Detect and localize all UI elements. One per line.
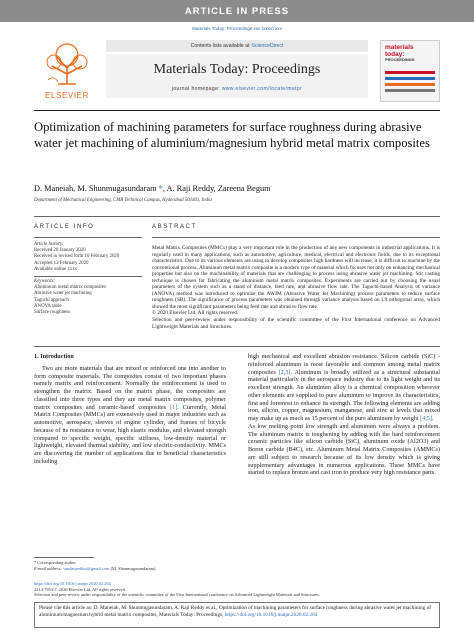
publisher-name: ELSEVIER	[45, 91, 89, 100]
citation-box	[34, 602, 440, 628]
abstract-heading: ABSTRACT	[152, 224, 197, 230]
footnote	[34, 560, 226, 571]
journal-reference-text[interactable]: Materials Today: Proceedings xxx (xxxx) xxx	[191, 26, 283, 31]
bottom-notes	[34, 581, 440, 598]
keyword-item[interactable]: Surface roughness	[34, 310, 70, 316]
introduction-heading: 1. Introduction	[34, 353, 74, 360]
paper-title: Optimization of machining parameters for surface roughness during abrasive water jet machining of aluminium/magnesium hybrid metal matrix composites	[34, 120, 430, 150]
journal-header	[34, 36, 440, 106]
journal-cover-thumbnail[interactable]	[380, 40, 440, 102]
right-text-a: high mechanical and excellent abrasion resistance. Silicon carbide (SiC) - reinforced aluminum is most favorable and common among metal matrix composites	[248, 353, 440, 376]
history-item: Available online xxxx	[34, 266, 78, 272]
citation-doi-link[interactable]: https://doi.org/10.1016/j.matpr.2020.02.264	[224, 611, 318, 618]
keyword-item[interactable]: Abrasive water jet machining	[34, 291, 92, 297]
history-item: Received in revised form 10 February 2020	[34, 254, 120, 260]
keywords-divider	[34, 276, 142, 277]
keyword-item[interactable]: Aluminium metal matrix composites	[34, 285, 106, 291]
bottom-selection-note: Selection and peer-review under responsibility of the scientific committee of the First International conference on Advanced Lightweight Materials and Structures.	[34, 592, 320, 598]
cover-title-line-3: PROCEEDINGS	[385, 57, 415, 62]
author-email-link[interactable]: sundarjeeltho@gmail.com	[63, 565, 110, 571]
authors-part-1[interactable]: D. Maneiah, M. Shunmugasundaram	[34, 184, 157, 193]
article-in-press-banner: ARTICLE IN PRESS	[0, 0, 474, 22]
right-text-b: . Aluminum is broadly utilized as a structural substantial material particularly in the aerospace industry due to its light weight and its excellent strength. An aluminum alloy is a chemical composition wherever other elements are supplied to pure aluminum to improve its characteristics, first and foremost to enhance its strength. The following elements are adding iron, silicon, copper, magnesium, manganese, and zinc at levels that mixed may make up as much as 15 percent of the pure aluminum by weight	[248, 368, 441, 422]
homepage-link[interactable]: www.elsevier.com/locate/matpr	[221, 86, 303, 92]
cover-title-line-2: today:	[385, 50, 405, 58]
cover-title	[385, 45, 415, 62]
journal-title: Materials Today: Proceedings	[153, 62, 321, 77]
homepage-prefix: journal homepage:	[171, 86, 221, 92]
right-text-c: . As low melting point low strength and aluminum were always a problem. The aluminum matrix is toughening by adding with the hard reinforcement ceramic particles like silicon carbide (SiC), aluminum oxide (Al2O3) and Boron carbide (B4C), etc. Aluminum Metal Matrix Composites (AMMCs) are still subject to research because of its low density which is giving supplementary advantages in numerous applications. These MMCs have started to replace bronze and cast iron to produce very high resistance parts.	[248, 415, 440, 477]
abstract-text: Metal Matrix Composites (MMCs) play a very important role in the production of any new components in industrial applications. It is regularly used in many applications, such as automotive, agriculture, medical, electrical and electronic fields, due to its exceptional characteristics. Due to its various elements are using to develop composites high hardness will increase, it is difficult to machine by the conventional process. Aluminum metal matrix composite is a modern type of material which focuses not only on enhancing mechanical properties but also on the machinability of materials that are challenging to process using abrasive water jet machining. Stir casting technique is chosen for fabricating the aluminum metal matrix composites. Experiments are carried out by choosing the usual parameters of the system such as a stand of distance, feed rate, and abrasive flow rate. The Taguchi-based Analysis of variance (ANOVA) method was introduced to optimize the AWJM (Abrasive Water Jet Machining) process parameters to reduce surface roughness (SR). The significance of process parameters was obtained through variance analysis based on L9 orthogonal array, which showed the most significant parameters being feed rate and abrasive flow rate.	[152, 245, 440, 310]
cover-title-line-1: materials	[385, 44, 414, 51]
right-column-text	[248, 353, 440, 477]
right-column	[248, 353, 440, 477]
left-column	[34, 353, 226, 466]
citation-link[interactable]: [4,5]	[420, 415, 433, 422]
introduction-paragraph	[34, 365, 226, 466]
intro-text-a: Two are more materials that are mixed or reinforced one into another to form composite materials. The composites consist of two important phases namely matrix and reinforcement. Normally the reinforcement is used to strengthen the matrix. Based on the matrix phase, the composites are classified into three types and they are metal matrix composites, polymer matrix composites and ceramic-based composites	[34, 364, 226, 411]
keywords-label: Keywords:	[34, 279, 56, 284]
abstract-body	[152, 245, 440, 330]
footnote-corresponding: * Corresponding author.	[34, 560, 77, 565]
history-item: Received 20 January 2020	[34, 248, 86, 254]
header-divider	[34, 110, 440, 111]
footnote-email-suffix: (M. Shunmugasundaram).	[110, 565, 157, 571]
contents-strip	[106, 40, 368, 52]
history-item: Accepted 12 February 2020	[34, 260, 89, 266]
article-history	[34, 242, 142, 273]
issn-line: 2214-7853/© 2020 Elsevier Ltd. All rights reserved.	[34, 586, 126, 592]
citation-link[interactable]: [2,3]	[278, 368, 291, 376]
authors-part-2[interactable]: , A. Raji Reddy, Zareena Begum	[162, 184, 271, 193]
footnote-email-label: E-mail address:	[34, 565, 63, 571]
journal-title-box	[106, 54, 368, 98]
keyword-item[interactable]: ANOVA table	[34, 303, 62, 309]
article-history-label: Article history:	[34, 242, 64, 247]
article-info-heading: ARTICLE INFO	[34, 224, 95, 230]
corresponding-author-marker[interactable]: *	[156, 184, 163, 193]
abstract-copyright: © 2020 Elsevier Ltd. All rights reserved.	[152, 310, 239, 317]
affiliation: Department of Mechanical Engineering, CMR Technical Campus, Hyderabad 501401, India	[34, 198, 212, 203]
citation-text: Please cite this article as: D. Maneiah, M. Shunmugasundaram, A. Raji Reddy et al., Optimization of machining parameters for surface roughness during abrasive water jet machining of aluminium/magnesium hybrid metal matrix composites, Materials Today: Proceedings,	[39, 605, 432, 618]
sciencedirect-link[interactable]: ScienceDirect	[251, 43, 284, 49]
cover-stripe	[385, 71, 435, 74]
footnote-divider	[34, 557, 94, 558]
cover-stripe	[385, 77, 435, 80]
journal-reference[interactable]	[0, 26, 474, 31]
abstract-rule	[152, 237, 440, 238]
intro-text-b: . Currently, Metal Matrix Composites (MMCs) are extensively used in major industries such as automotive, aerospace, sleeves of engine cylinder, and frames of bicycle because of its resistance to wear, high elastic modulus, and elevated strength compared to specific weight, specific stiffness, low-density material or lightweight, elevated thermal stability, and low electric-conductivity. MMCs are discovering the number of applications due to beneficial characteristics including	[34, 403, 226, 465]
keyword-item[interactable]: Taguchi approach	[34, 297, 69, 303]
section-divider	[34, 216, 440, 217]
doi-link[interactable]: https://doi.org/10.1016/j.matpr.2020.02.264	[34, 581, 111, 586]
author-list	[34, 184, 440, 193]
citation-link[interactable]: [1]	[170, 403, 178, 411]
cover-stripe	[385, 89, 435, 92]
contents-prefix: Contents lists available at	[190, 43, 250, 49]
abstract-bottom-rule	[34, 346, 440, 347]
journal-homepage	[106, 86, 368, 92]
abstract-selection: Selection and peer-review under responsibility of the scientific committee of the First International conference on Advanced Lightweight Materials and Structures.	[152, 317, 440, 330]
article-info-rule	[34, 237, 142, 238]
footnote-email-line	[34, 566, 226, 572]
cover-stripe	[385, 83, 435, 86]
keywords	[34, 279, 142, 316]
